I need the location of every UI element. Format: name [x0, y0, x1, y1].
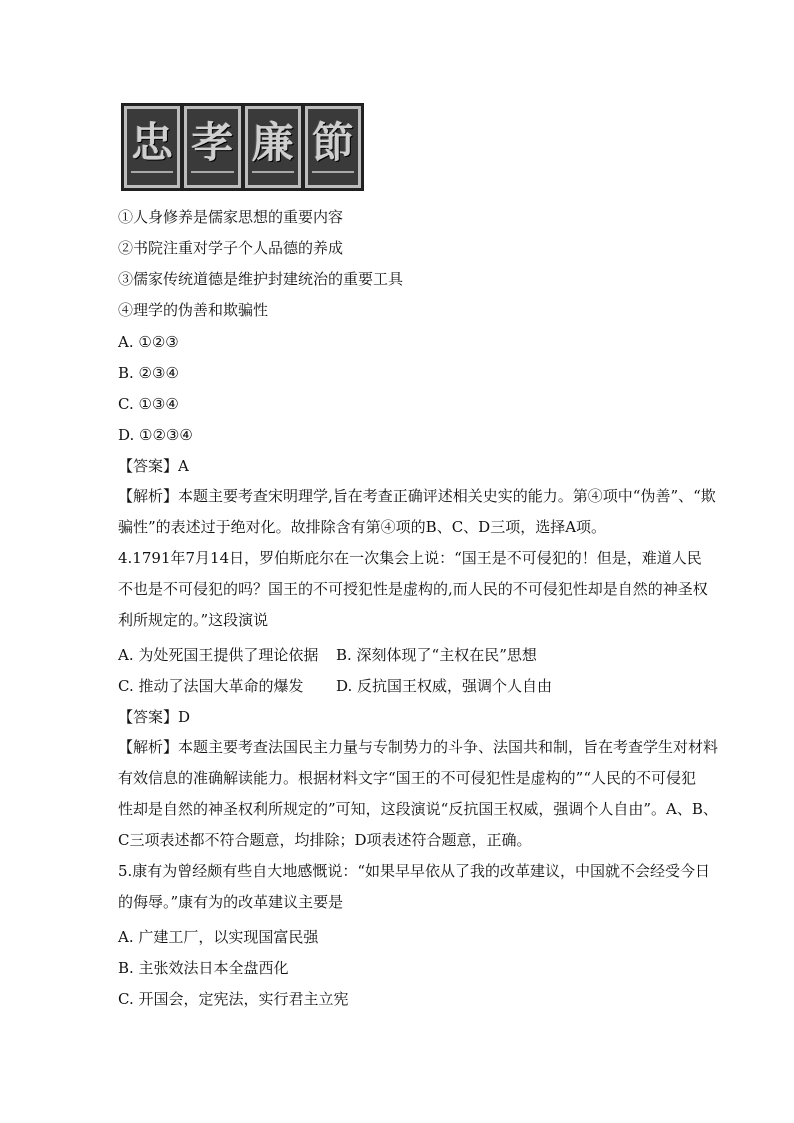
q4-analysis [118, 732, 719, 856]
analysis-line: C三项表述都不符合题意，均排除；D项表述符合题意，正确。 [118, 831, 532, 849]
plaque-char: 孝 [191, 118, 234, 167]
analysis-line: 【解析】本题主要考查宋明理学,旨在考查正确评述相关史实的能力。第④项中“伪善”、“欺 [118, 487, 716, 505]
analysis-line: 骗性”的表述过于绝对化。故排除含有第④项的B、C、D三项，选择A项。 [118, 518, 607, 536]
stem-line: 不也是不可侵犯的吗？国王的不可授犯性是虚构的,而人民的不可侵犯性却是自然的神圣权 [118, 580, 708, 598]
q5-option-c: C. 开国会，定宪法，实行君主立宪 [118, 990, 349, 1008]
q3-answer: 【答案】A [118, 457, 189, 475]
analysis-line: 【解析】本题主要考查法国民主力量与专制势力的斗争、法国共和制，旨在考查学生对材料 [118, 738, 719, 756]
plaque-image [121, 103, 364, 191]
q3-item: ①人身修养是儒家思想的重要内容 [118, 208, 344, 226]
q3-option-a: A. ①②③ [118, 333, 179, 351]
plaque [245, 106, 301, 188]
stem-line: 4.1791年7月14日，罗伯斯庇尔在一次集会上说：“国王是不可侵犯的！但是，难道人民 [118, 549, 702, 567]
q3-option-d: D. ①②③④ [118, 426, 193, 444]
q3-analysis [118, 481, 716, 543]
q3-option-c: C. ①③④ [118, 395, 179, 413]
q4-options-row [118, 645, 537, 665]
q5-option-b: B. 主张效法日本全盘西化 [118, 959, 289, 977]
plaque [305, 106, 361, 188]
q4-options-row [118, 676, 553, 696]
plaque [124, 106, 180, 188]
q4-option-d: D. 反抗国王权威，强调个人自由 [336, 677, 553, 695]
q5-stem [118, 856, 710, 918]
plaque [184, 106, 240, 188]
q4-answer: 【答案】D [118, 708, 191, 726]
q3-item: ④理学的伪善和欺骗性 [118, 301, 269, 319]
q4-option-a: A. 为处死国王提供了理论依据 [118, 646, 319, 664]
q5-option-a: A. 广建工厂，以实现国富民强 [118, 928, 319, 946]
analysis-line: 性却是自然的神圣权利所规定的”可知，这段演说“反抗国王权威，强调个人自由”。A、B、 [118, 800, 718, 818]
stem-line: 利所规定的。”这段演说 [118, 611, 269, 629]
q3-option-b: B. ②③④ [118, 364, 179, 382]
q3-item: ②书院注重对学子个人品德的养成 [118, 239, 344, 257]
stem-line: 5.康有为曾经颇有些自大地感慨说：“如果早早依从了我的改革建议，中国就不会经受今日 [118, 862, 710, 880]
q3-item: ③儒家传统道德是维护封建统治的重要工具 [118, 270, 404, 288]
plaque-char: 廉 [251, 118, 294, 167]
q4-option-b: B. 深刻体现了“主权在民”思想 [336, 646, 537, 664]
q4-stem [118, 543, 708, 636]
plaque-char: 節 [311, 118, 354, 167]
plaque-char: 忠 [131, 118, 174, 167]
stem-line: 的侮辱。”康有为的改革建议主要是 [118, 893, 344, 911]
analysis-line: 有效信息的准确解读能力。根据材料文字“国王的不可侵犯性是虚构的”“人民的不可侵犯 [118, 769, 697, 787]
q4-option-c: C. 推动了法国大革命的爆发 [118, 677, 304, 695]
